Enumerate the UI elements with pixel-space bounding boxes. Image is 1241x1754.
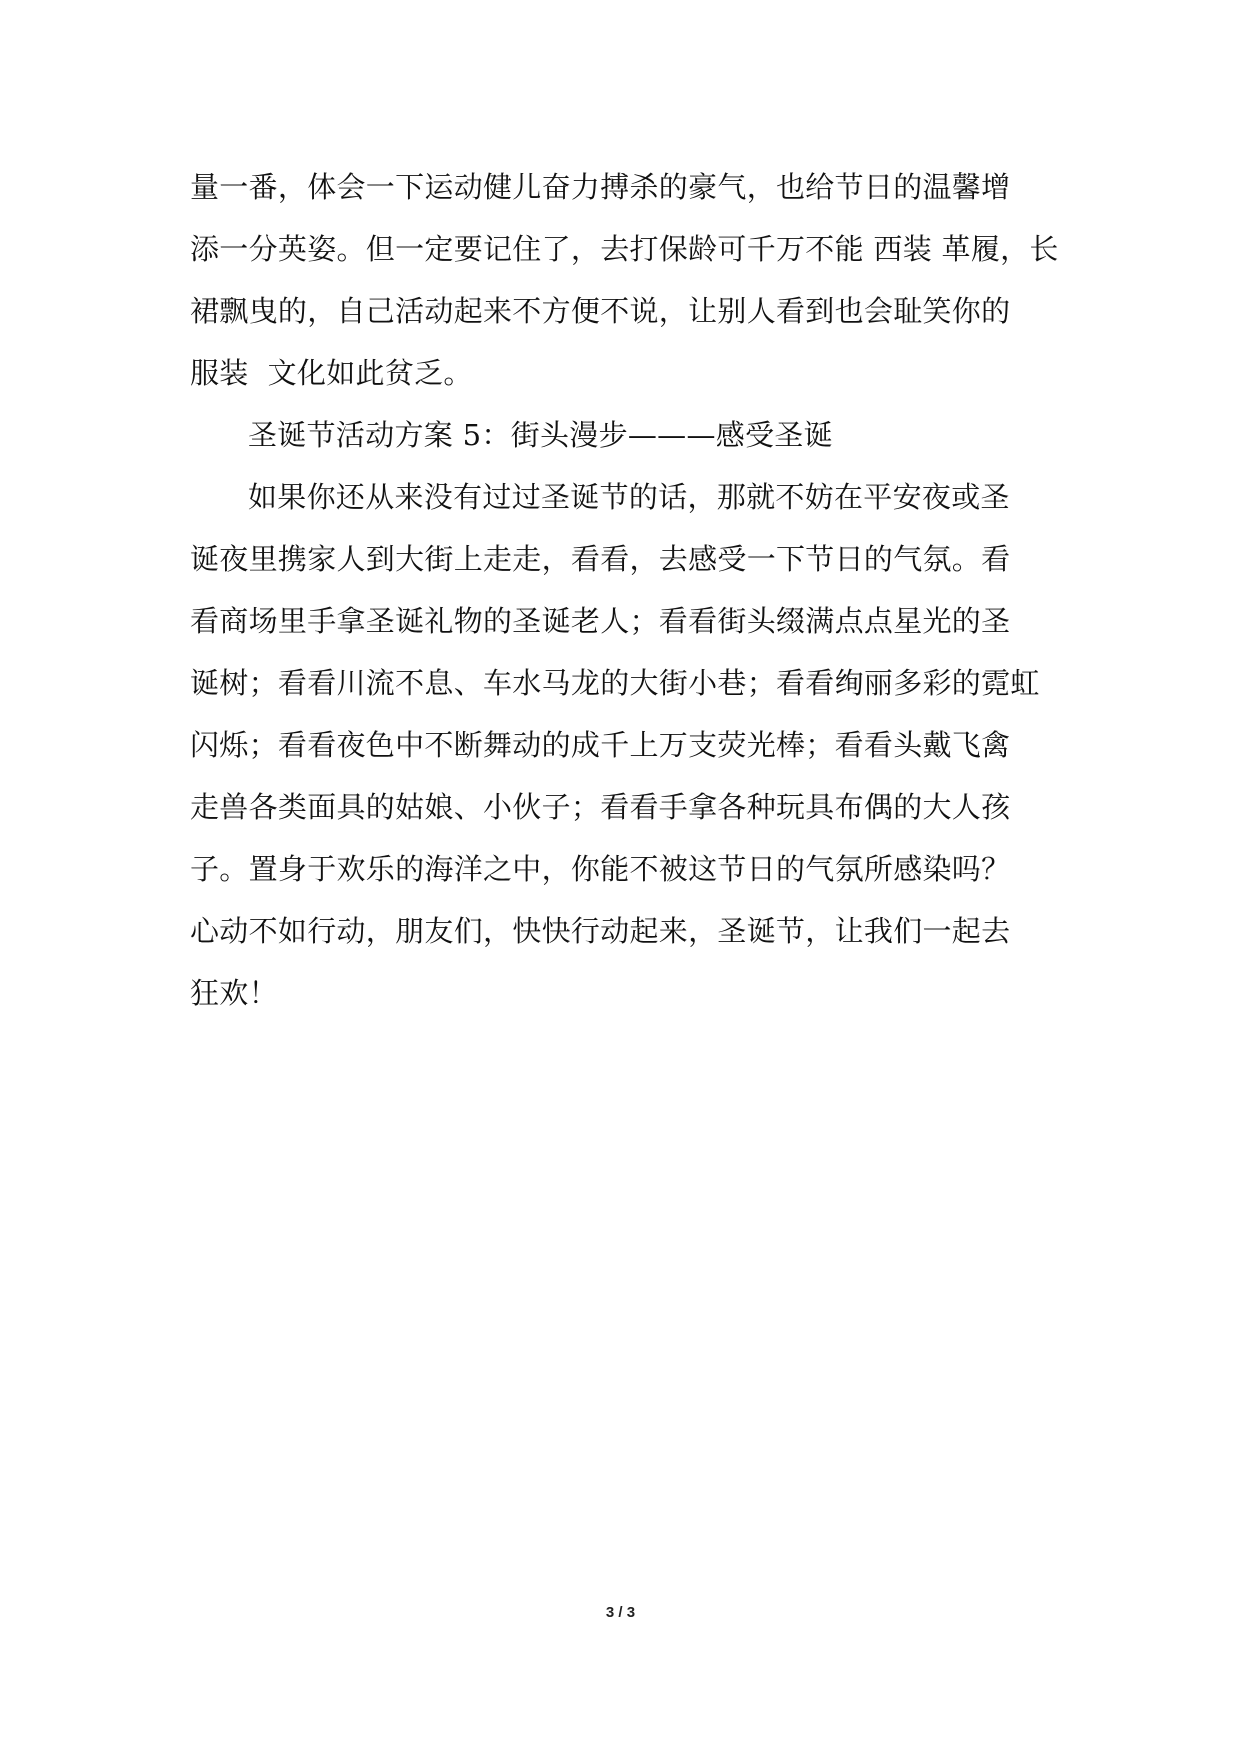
text-line: 裙飘曳的，自己活动起来不方便不说，让别人看到也会耻笑你的	[190, 294, 1011, 328]
text-line: 狂欢！	[190, 976, 278, 1010]
text-line: 看商场里手拿圣诞礼物的圣诞老人；看看街头缀满点点星光的圣	[190, 604, 1011, 638]
text-line: 诞树；看看川流不息、车水马龙的大街小巷；看看绚丽多彩的霓虹	[190, 666, 1040, 700]
page-number: 3 / 3	[605, 1604, 636, 1621]
text-line: 走兽各类面具的姑娘、小伙子；看看手拿各种玩具布偶的大人孩	[190, 790, 1011, 824]
body-text	[190, 156, 1059, 1024]
text-line: 量一番，体会一下运动健儿奋力搏杀的豪气，也给节日的温馨增	[190, 170, 1011, 204]
text-line: 闪烁；看看夜色中不断舞动的成千上万支荧光棒；看看头戴飞禽	[190, 728, 1011, 762]
text-line: 添一分英姿。但一定要记住了，去打保龄可千万不能 西装 革履，长	[190, 232, 1059, 266]
text-line: 子。置身于欢乐的海洋之中，你能不被这节日的气氛所感染吗？	[190, 852, 1011, 886]
text-line: 心动不如行动，朋友们，快快行动起来，圣诞节，让我们一起去	[190, 914, 1011, 948]
section-heading: 圣诞节活动方案 5：街头漫步———感受圣诞	[248, 418, 833, 452]
text-line: 服装 文化如此贫乏。	[190, 356, 473, 390]
text-line: 如果你还从来没有过过圣诞节的话，那就不妨在平安夜或圣	[248, 480, 1010, 514]
text-line: 诞夜里携家人到大街上走走，看看，去感受一下节日的气氛。看	[190, 542, 1011, 576]
